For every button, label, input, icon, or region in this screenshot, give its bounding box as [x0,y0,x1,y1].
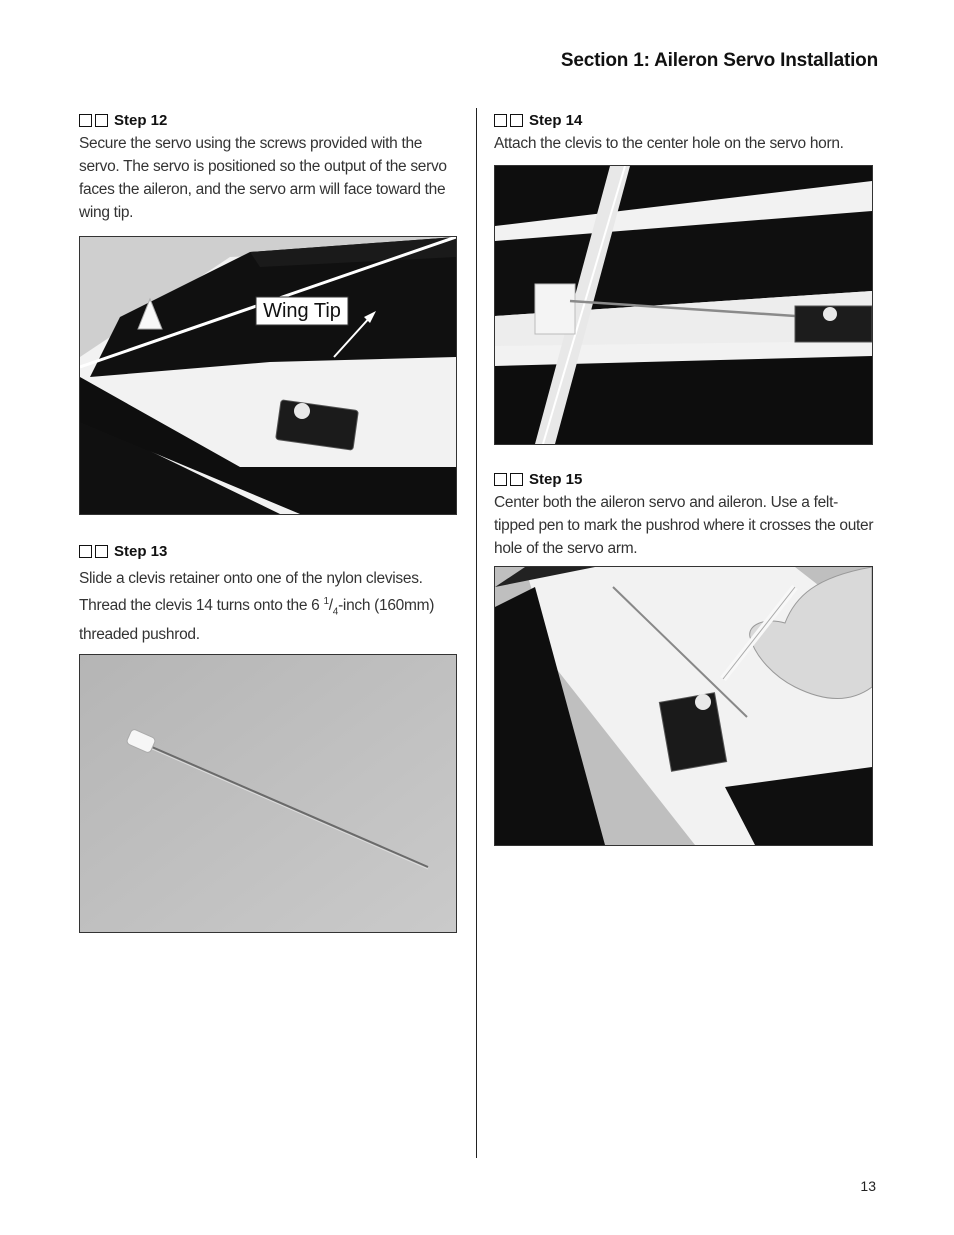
checkbox-icon[interactable] [494,473,507,486]
step-13 [79,539,461,933]
step-14-photo [494,165,873,445]
step-checkboxes[interactable] [494,114,523,127]
section-title: Section 1: Aileron Servo Installation [560,50,878,71]
step-12-photo [79,236,457,515]
step-title: Step 14 [529,111,583,129]
checkbox-icon[interactable] [494,114,507,127]
checkbox-icon[interactable] [95,114,108,127]
column-divider [476,108,477,1158]
step-title: Step 15 [529,470,583,488]
step-checkboxes[interactable] [494,473,523,486]
step-13-heading [79,539,461,563]
right-column [494,108,876,846]
step-checkboxes[interactable] [79,545,108,558]
step-15-text: Center both the aileron servo and aileron. Use a felt-tipped pen to mark the pushrod where it crosses the outer hole of the servo arm. [494,494,874,557]
step-13-photo [79,654,457,933]
step-title: Step 13 [114,542,168,560]
checkbox-icon[interactable] [510,473,523,486]
step-14-text: Attach the clevis to the center hole on the servo horn. [494,135,844,152]
step-15-photo [494,566,873,846]
step-checkboxes[interactable] [79,114,108,127]
step-13-text: Slide a clevis retainer onto one of the nylon clevises. Thread the clevis 14 turns onto the 6 $^1/_4$-inch (160mm) threaded pushrod. [79,570,435,644]
page-number: 13 [860,1178,876,1194]
checkbox-icon[interactable] [79,114,92,127]
step-15-heading [494,467,876,491]
step-12 [79,108,461,515]
step-12-heading [79,108,461,132]
step-14-heading [494,108,876,132]
checkbox-icon[interactable] [79,545,92,558]
step-15 [494,467,876,846]
checkbox-icon[interactable] [510,114,523,127]
wing-tip-label: Wing Tip [263,300,341,322]
left-column [79,108,461,933]
checkbox-icon[interactable] [95,545,108,558]
step-14 [494,108,876,445]
step-12-text: Secure the servo using the screws provided with the servo. The servo is positioned so the output of the servo faces the aileron, and the servo arm will face toward the wing tip. [79,135,447,221]
step-title: Step 12 [114,111,168,129]
